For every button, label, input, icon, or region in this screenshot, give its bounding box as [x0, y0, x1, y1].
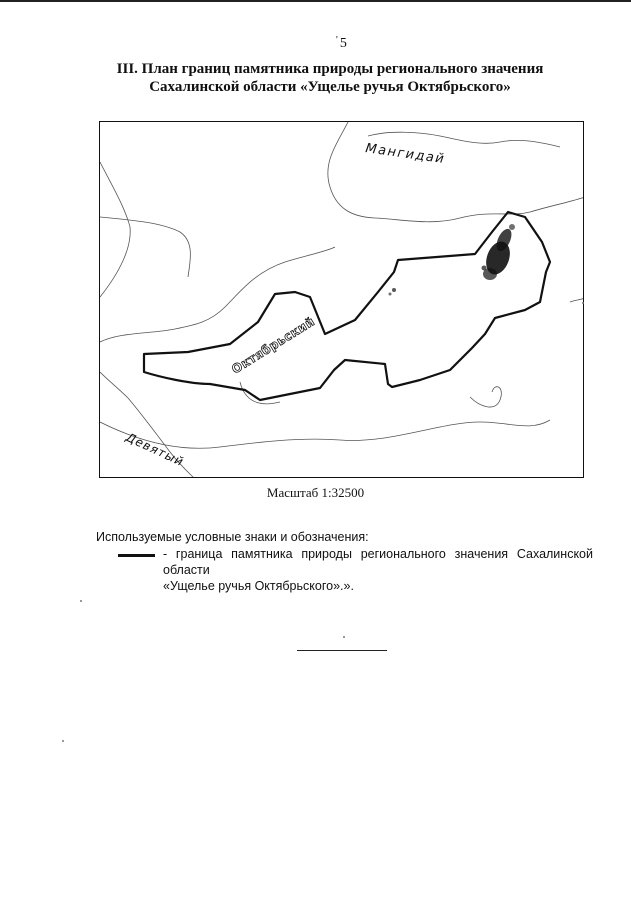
legend-boundary-symbol — [118, 554, 155, 557]
page-title-line-1: III. План границ памятника природы регионального значения — [116, 61, 544, 77]
stream-line — [328, 122, 584, 222]
map-label-oktyabrsky: Октябрьский — [229, 314, 318, 377]
scan-speck — [343, 636, 345, 638]
scan-speck — [62, 740, 64, 742]
legend-boundary-description — [163, 546, 593, 594]
scan-speck — [80, 600, 82, 602]
stream-line — [100, 420, 550, 448]
closing-rule — [297, 650, 387, 651]
stream-line — [100, 162, 130, 297]
page-title-line-2: Сахалинской области «Ущелье ручья Октябрьского» — [149, 79, 511, 95]
legend-heading: Используемые условные знаки и обозначения: — [96, 530, 369, 544]
stream-line — [470, 387, 501, 407]
map-label-devyaty: Девятый — [123, 430, 187, 470]
scan-speck — [582, 302, 584, 304]
legend-boundary-line-1: - граница памятника природы регионального значения Сахалинской области — [163, 547, 593, 577]
stream-line — [100, 217, 190, 277]
page-number: ' 5 — [336, 35, 347, 51]
map-label-mangiday: Мангидай — [364, 141, 447, 168]
protected-area-boundary — [144, 212, 550, 400]
page-number-value: 5 — [339, 36, 347, 51]
boundary-map-svg — [100, 122, 584, 478]
boundary-map — [99, 121, 584, 478]
top-border-line — [0, 0, 631, 2]
legend-boundary-line-2: «Ущелье ручья Октябрьского».». — [163, 579, 354, 593]
map-scale: Масштаб 1:32500 — [266, 485, 365, 500]
